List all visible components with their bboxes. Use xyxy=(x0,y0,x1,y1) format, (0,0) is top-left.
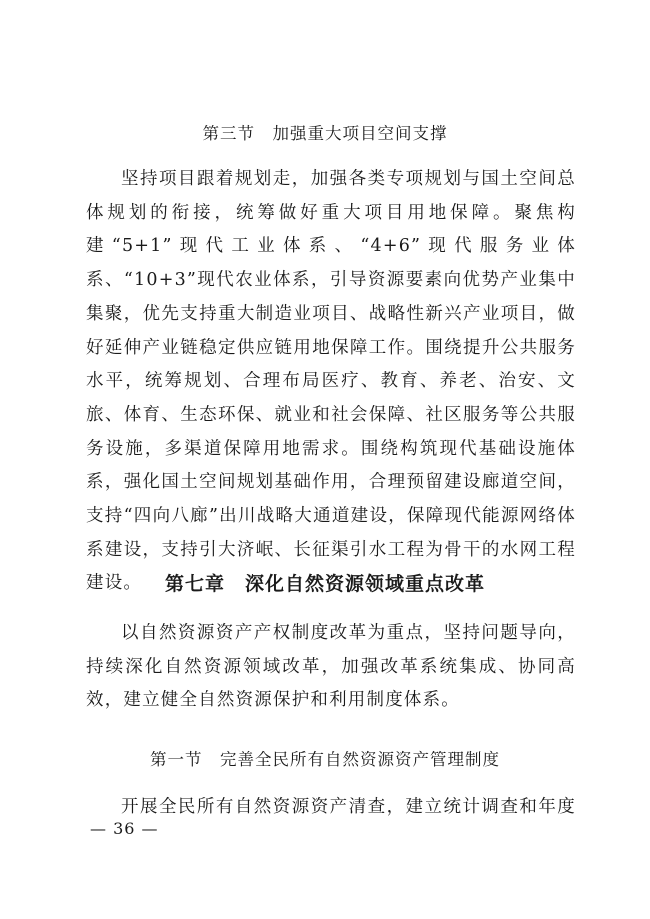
page-number: — 36 — xyxy=(90,819,159,838)
chapter-7-paragraph: 以自然资源资产产权制度改革为重点，坚持问题导向，持续深化自然资源领域改革，加强改革系统集成、协同高效，建立健全自然资源保护和利用制度体系。 xyxy=(86,623,576,711)
section-heading-3: 第三节 加强重大项目空间支撑 xyxy=(202,124,448,143)
chapter-heading-7: 第七章 深化自然资源领域重点改革 xyxy=(164,573,485,595)
section-heading-1: 第一节 完善全民所有自然资源资产管理制度 xyxy=(150,750,500,769)
section-1-paragraph: 开展全民所有自然资源资产清查，建立统计调查和年度 xyxy=(121,797,576,817)
section-3-paragraph: 坚持项目跟着规划走，加强各类专项规划与国土空间总体规划的衔接，统筹做好重大项目用地保障。聚焦构建“5+1”现代工业体系、“4+6”现代服务业体系、“10+3”现代农业体系，引导资源要素向优势产业集中集聚，优先支持重大制造业项目、战略性新兴产业项目，做好延伸产业链稳定供应链用地保障工作。围绕提升公共服务水平，统筹规划、合理布局医疗、教育、养老、治安、文旅、体育、生态环保、就业和社会保障、社区服务等公共服务设施，多渠道保障用地需求。围绕构筑现代基础设施体系，强化国土空间规划基础作用，合理预留建设廊道空间，支持“四向八廊”出川战略大通道建设，保障现代能源网络体系建设，支持引大济岷、长征渠引水工程为骨干的水网工程建设。 xyxy=(86,169,576,594)
